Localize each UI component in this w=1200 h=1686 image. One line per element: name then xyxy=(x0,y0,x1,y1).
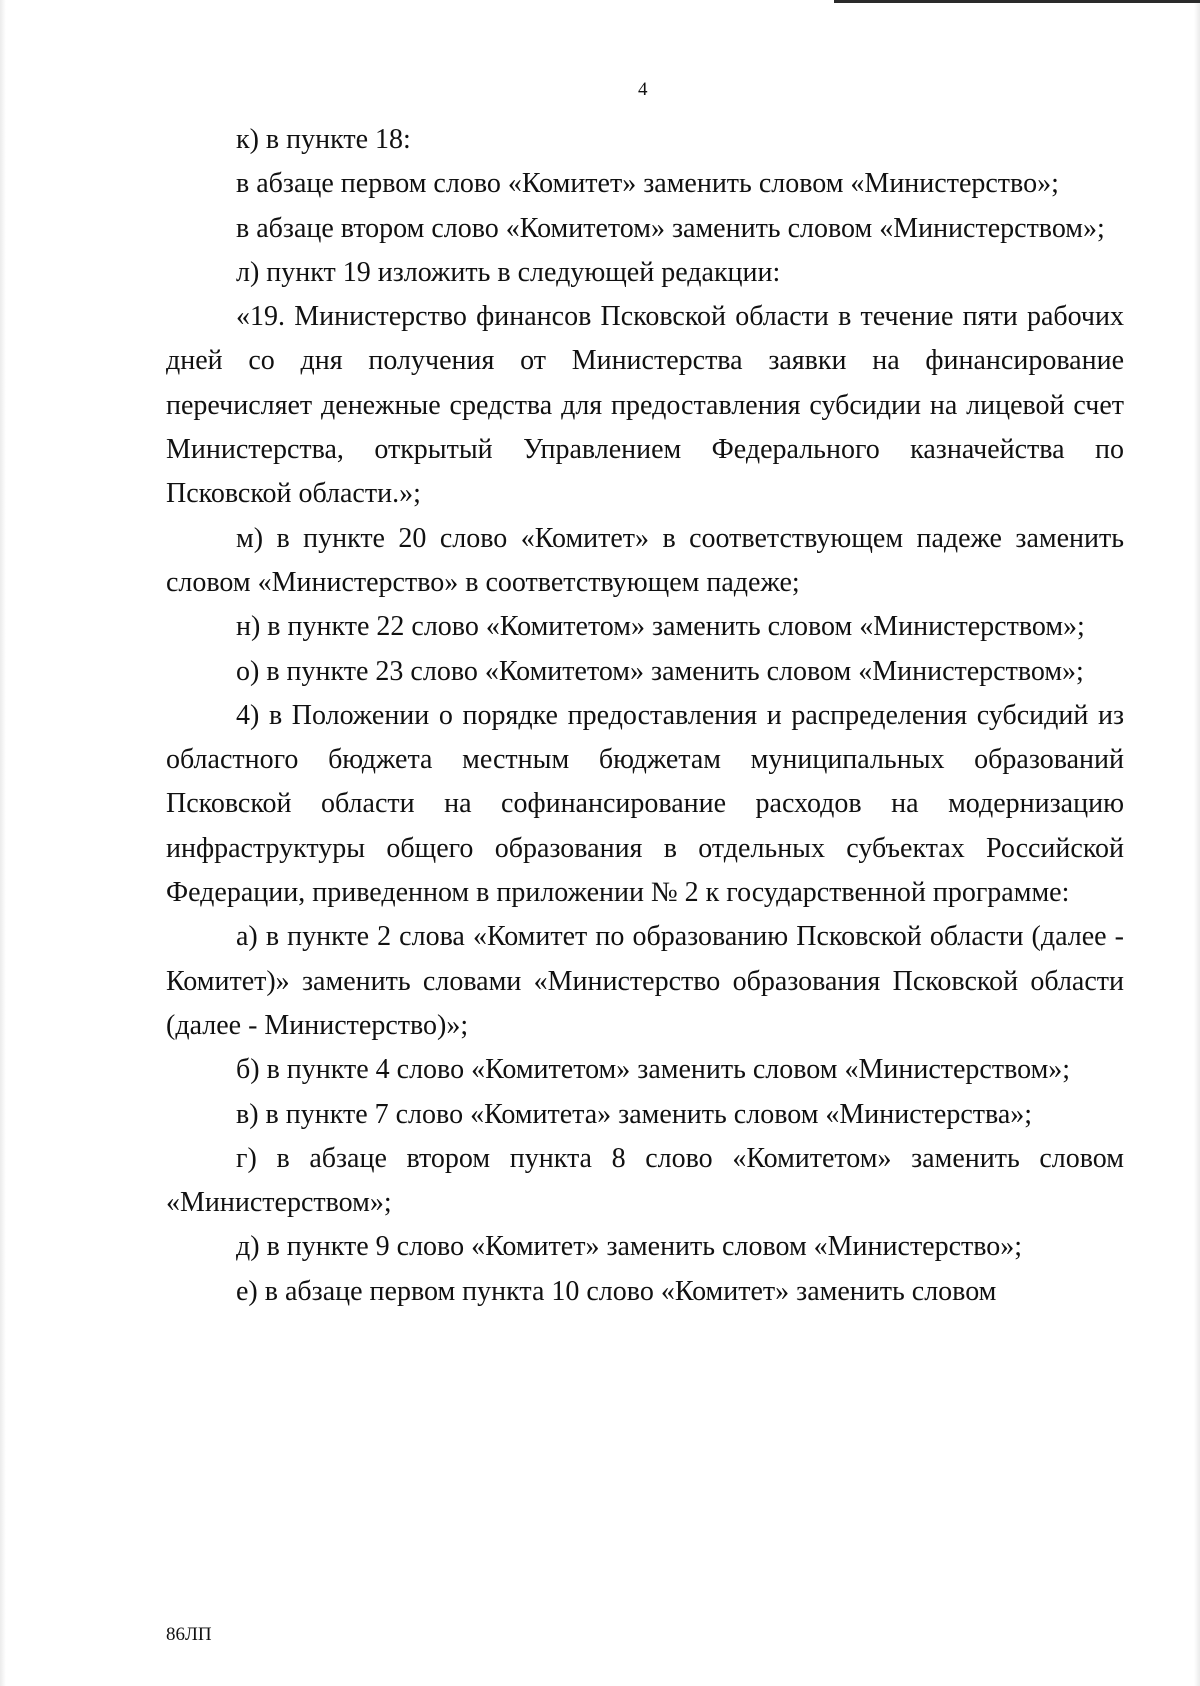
paragraph-o: о) в пункте 23 слово «Комитетом» заменить словом «Министерством»; xyxy=(236,655,1084,687)
paragraph-v: в) в пункте 7 слово «Комитета» заменить словом «Министерства»; xyxy=(236,1098,1033,1130)
paragraph-k-second-abzac: в абзаце втором слово «Комитетом» заменить словом «Министерством»; xyxy=(236,212,1105,244)
scan-edge-left xyxy=(0,0,6,1686)
document-body xyxy=(166,118,1124,1314)
paragraph-l: л) пункт 19 изложить в следующей редакции: xyxy=(236,256,781,288)
paragraph-b: б) в пункте 4 слово «Комитетом» заменить словом «Министерством»; xyxy=(236,1054,1071,1086)
paragraph-d: д) в пункте 9 слово «Комитет» заменить словом «Министерство»; xyxy=(236,1231,1023,1263)
paragraph-m: м) в пункте 20 слово «Комитет» в соответствующем падеже заменить словом «Министерство» в соответствующем падеже; xyxy=(166,522,1124,598)
paragraph-g: г) в абзаце втором пункта 8 слово «Комитетом» заменить словом «Министерством»; xyxy=(166,1142,1124,1219)
paragraph-k-first-abzac: в абзаце первом слово «Комитет» заменить словом «Министерство»; xyxy=(236,168,1059,200)
scan-edge-right xyxy=(1194,0,1200,1686)
paragraph-19-text: «19. Министерство финансов Псковской области в течение пяти рабочих дней со дня получения от Министерства заявки на финансирование перечисляет денежные средства для предоставления субсидии на лицевой счет Министерства, открытый Управлением Федерального казначейства по Псковской области.»; xyxy=(166,301,1124,510)
paragraph-a: а) в пункте 2 слова «Комитет по образованию Псковской области (далее - Комитет)» заменить словами «Министерство образования Псковской области (далее - Министерство)»; xyxy=(166,921,1124,1041)
paragraph-e: е) в абзаце первом пункта 10 слово «Комитет» заменить словом xyxy=(236,1275,997,1307)
paragraph-4: 4) в Положении о порядке предоставления и распределения субсидий из областного бюджета местным бюджетам муниципальных образований Псковской области на софинансирование расходов на модернизацию инфраструктуры общего образования в отдельных субъектах Российской Федерации, приведенном в приложении № 2 к государственной программе: xyxy=(166,699,1124,909)
page-number: 4 xyxy=(638,79,648,100)
top-rule xyxy=(834,0,1200,3)
footer-code: 86ЛП xyxy=(166,1624,212,1645)
paragraph-n: н) в пункте 22 слово «Комитетом» заменить словом «Министерством»; xyxy=(236,611,1085,643)
paragraph-k: к) в пункте 18: xyxy=(236,124,411,155)
